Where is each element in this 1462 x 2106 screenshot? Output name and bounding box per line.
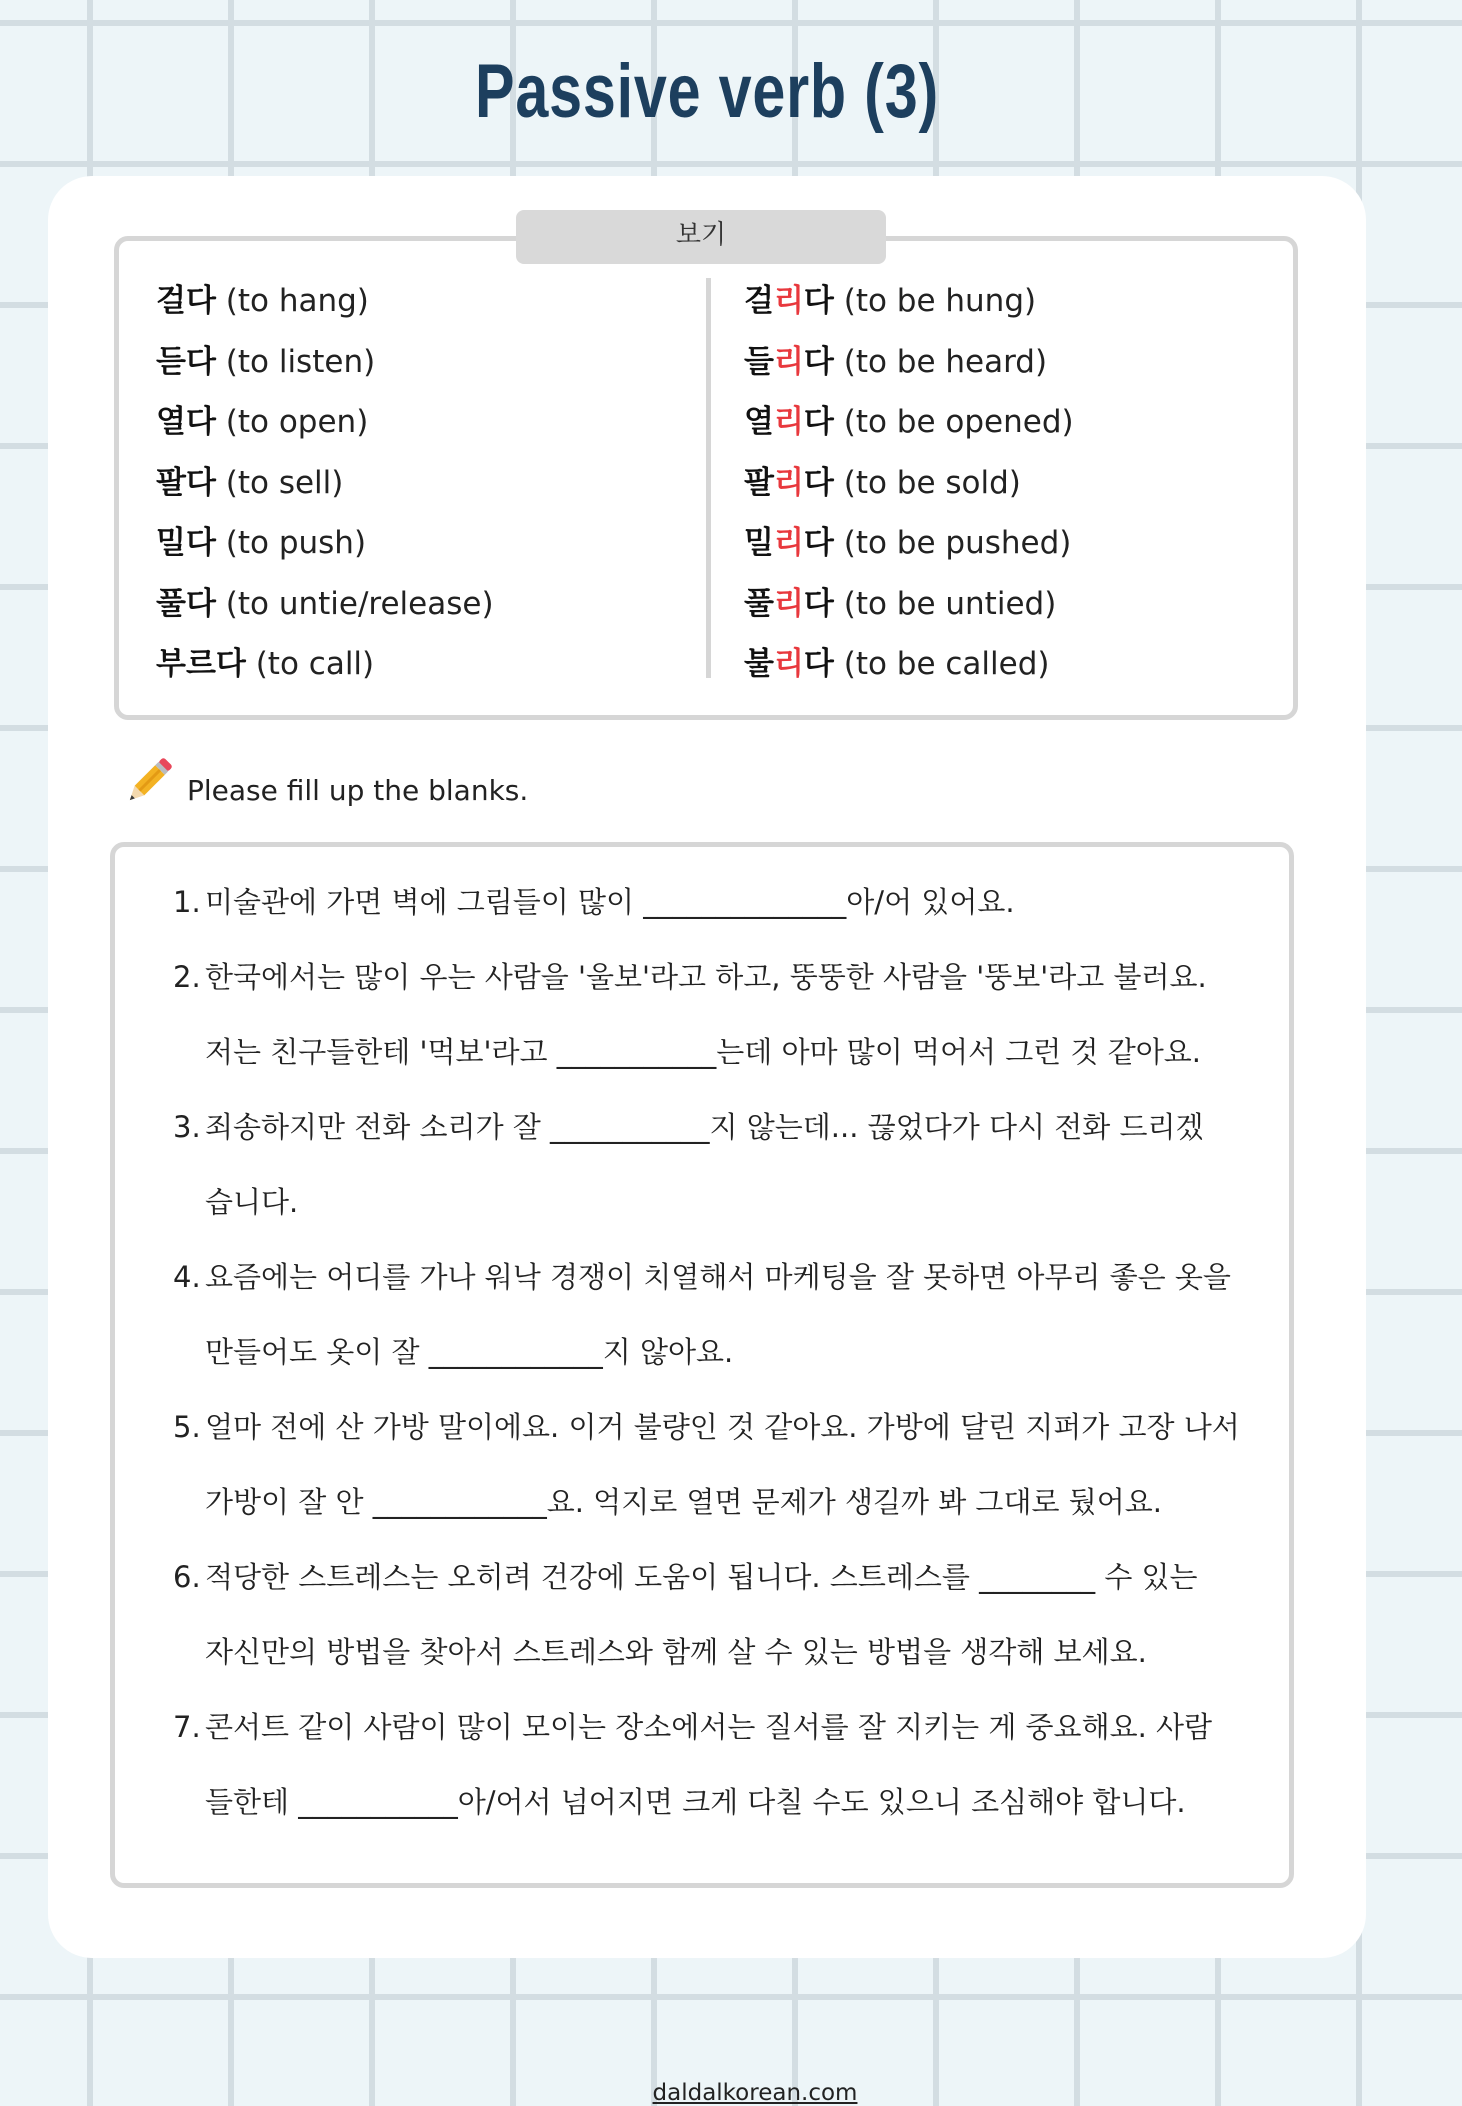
question-line <box>173 1090 1293 1165</box>
question-text: 콘서트 같이 사람이 많이 모이는 장소에서는 질서를 잘 지키는 게 중요해요. 사람 <box>205 1710 1213 1744</box>
passive-verb-ending: 다 <box>803 525 834 561</box>
base-verb: 걸다 <box>156 283 216 319</box>
base-verb-gloss: (to open) <box>225 404 369 440</box>
question-text: 저는 친구들한테 '먹보'라고 ___________는데 아마 많이 먹어서 그런 것 같아요. <box>205 1035 1201 1069</box>
question-line <box>173 1015 1293 1090</box>
question-list <box>173 865 1293 1840</box>
passive-verb-row <box>744 634 1074 695</box>
base-verb-gloss: (to hang) <box>225 283 369 319</box>
example-divider <box>706 278 711 678</box>
question-number: 5. <box>173 1410 201 1444</box>
passive-verb-ending: 다 <box>803 464 834 501</box>
passive-suffix: 리 <box>773 525 804 561</box>
passive-verb-row <box>744 332 1074 393</box>
question-line <box>173 1390 1293 1465</box>
question-number: 1. <box>173 885 201 919</box>
passive-verb-row <box>744 392 1074 453</box>
question-line <box>173 1765 1293 1840</box>
passive-verb-stem: 팔 <box>744 464 774 501</box>
base-verb-column <box>156 271 494 695</box>
passive-verb-ending: 다 <box>803 343 834 380</box>
base-verb-gloss: (to listen) <box>225 343 376 380</box>
example-tab-label: 보기 <box>516 210 886 264</box>
question-line <box>173 940 1293 1015</box>
question-text: 요즘에는 어디를 가나 워낙 경쟁이 치열해서 마케팅을 잘 못하면 아무리 좋은 옷을 <box>205 1260 1231 1294</box>
question-number: 4. <box>173 1260 201 1294</box>
base-verb-gloss: (to sell) <box>225 464 344 501</box>
question-number: 7. <box>173 1710 201 1744</box>
question-line <box>173 1465 1293 1540</box>
passive-suffix: 리 <box>773 343 804 380</box>
passive-verb <box>744 283 834 319</box>
passive-suffix: 리 <box>773 646 804 682</box>
question-text: 적당한 스트레스는 오히려 건강에 도움이 됩니다. 스트레스를 ________ 수 있는 <box>205 1560 1198 1594</box>
passive-verb-gloss: (to be hung) <box>843 283 1037 319</box>
question-line <box>173 1240 1293 1315</box>
footer-link[interactable]: daldalkorean.com <box>652 2080 858 2106</box>
base-verb-gloss: (to call) <box>255 646 375 682</box>
base-verb-gloss: (to untie/release) <box>225 585 494 622</box>
passive-verb-stem: 불 <box>744 646 774 682</box>
passive-verb <box>744 465 834 501</box>
passive-verb <box>744 525 834 561</box>
base-verb: 부르다 <box>156 646 246 682</box>
passive-verb-gloss: (to be heard) <box>843 343 1048 380</box>
question-text: 가방이 잘 안 ____________요. 억지로 열면 문제가 생길까 봐 그대로 뒀어요. <box>205 1485 1162 1519</box>
question-text: 들한테 ___________아/어서 넘어지면 크게 다칠 수도 있으니 조심해야 합니다. <box>205 1785 1186 1819</box>
question-text: 자신만의 방법을 찾아서 스트레스와 함께 살 수 있는 방법을 생각해 보세요. <box>205 1635 1147 1669</box>
passive-verb-stem: 풀 <box>744 585 774 622</box>
base-verb-row <box>156 634 494 695</box>
passive-verb <box>744 646 834 682</box>
question-text: 미술관에 가면 벽에 그림들이 많이 ______________아/어 있어요. <box>205 885 1015 919</box>
passive-verb-row <box>744 574 1074 635</box>
passive-verb-stem: 밀 <box>744 525 774 561</box>
passive-verb-ending: 다 <box>803 646 834 682</box>
base-verb-row <box>156 513 494 574</box>
passive-verb-gloss: (to be pushed) <box>843 525 1072 561</box>
question-text: 만들어도 옷이 잘 ____________지 않아요. <box>205 1335 734 1369</box>
passive-verb-row <box>744 513 1074 574</box>
instruction-text: Please fill up the blanks. <box>187 774 529 807</box>
passive-verb <box>744 404 834 440</box>
passive-suffix: 리 <box>773 404 804 440</box>
base-verb: 듣다 <box>156 343 216 380</box>
question-line <box>173 1540 1293 1615</box>
passive-verb-gloss: (to be untied) <box>843 585 1057 622</box>
page-title: Passive verb (3) <box>475 49 939 134</box>
passive-suffix: 리 <box>773 585 804 622</box>
question-line <box>173 865 1293 940</box>
base-verb-row <box>156 574 494 635</box>
question-line <box>173 1315 1293 1390</box>
passive-verb-gloss: (to be sold) <box>843 464 1021 501</box>
base-verb-row <box>156 453 494 514</box>
base-verb: 팔다 <box>156 464 216 501</box>
base-verb-row <box>156 332 494 393</box>
passive-verb <box>744 586 834 622</box>
question-line <box>173 1690 1293 1765</box>
question-text: 한국에서는 많이 우는 사람을 '울보'라고 하고, 뚱뚱한 사람을 '뚱보'라고 불러요. <box>205 960 1207 994</box>
passive-verb-row <box>744 453 1074 514</box>
passive-verb-gloss: (to be called) <box>843 646 1050 682</box>
base-verb-row <box>156 271 494 332</box>
passive-verb-gloss: (to be opened) <box>843 404 1074 440</box>
base-verb: 열다 <box>156 404 216 440</box>
passive-suffix: 리 <box>773 283 804 319</box>
passive-verb-stem: 열 <box>744 404 774 440</box>
passive-verb <box>744 344 834 380</box>
question-number: 6. <box>173 1560 201 1594</box>
question-text: 습니다. <box>205 1185 299 1219</box>
passive-verb-ending: 다 <box>803 404 834 440</box>
question-number: 3. <box>173 1110 201 1144</box>
worksheet-card <box>48 176 1366 2106</box>
base-verb-gloss: (to push) <box>225 525 367 561</box>
base-verb: 밀다 <box>156 525 216 561</box>
question-text: 죄송하지만 전화 소리가 잘 ___________지 않는데... 끊었다가 다시 전화 드리겠 <box>205 1110 1204 1144</box>
base-verb: 풀다 <box>156 585 216 622</box>
question-text: 얼마 전에 산 가방 말이에요. 이거 불량인 것 같아요. 가방에 달린 지퍼가 고장 나서 <box>205 1410 1240 1444</box>
question-line <box>173 1165 1293 1240</box>
passive-verb-stem: 들 <box>744 343 774 380</box>
passive-verb-column <box>744 271 1074 695</box>
passive-verb-stem: 걸 <box>744 283 774 319</box>
question-number: 2. <box>173 960 201 994</box>
passive-verb-row <box>744 271 1074 332</box>
base-verb-row <box>156 392 494 453</box>
passive-suffix: 리 <box>773 464 804 501</box>
passive-verb-ending: 다 <box>803 585 834 622</box>
passive-verb-ending: 다 <box>803 283 834 319</box>
pencil-icon <box>118 750 180 812</box>
question-line <box>173 1615 1293 1690</box>
